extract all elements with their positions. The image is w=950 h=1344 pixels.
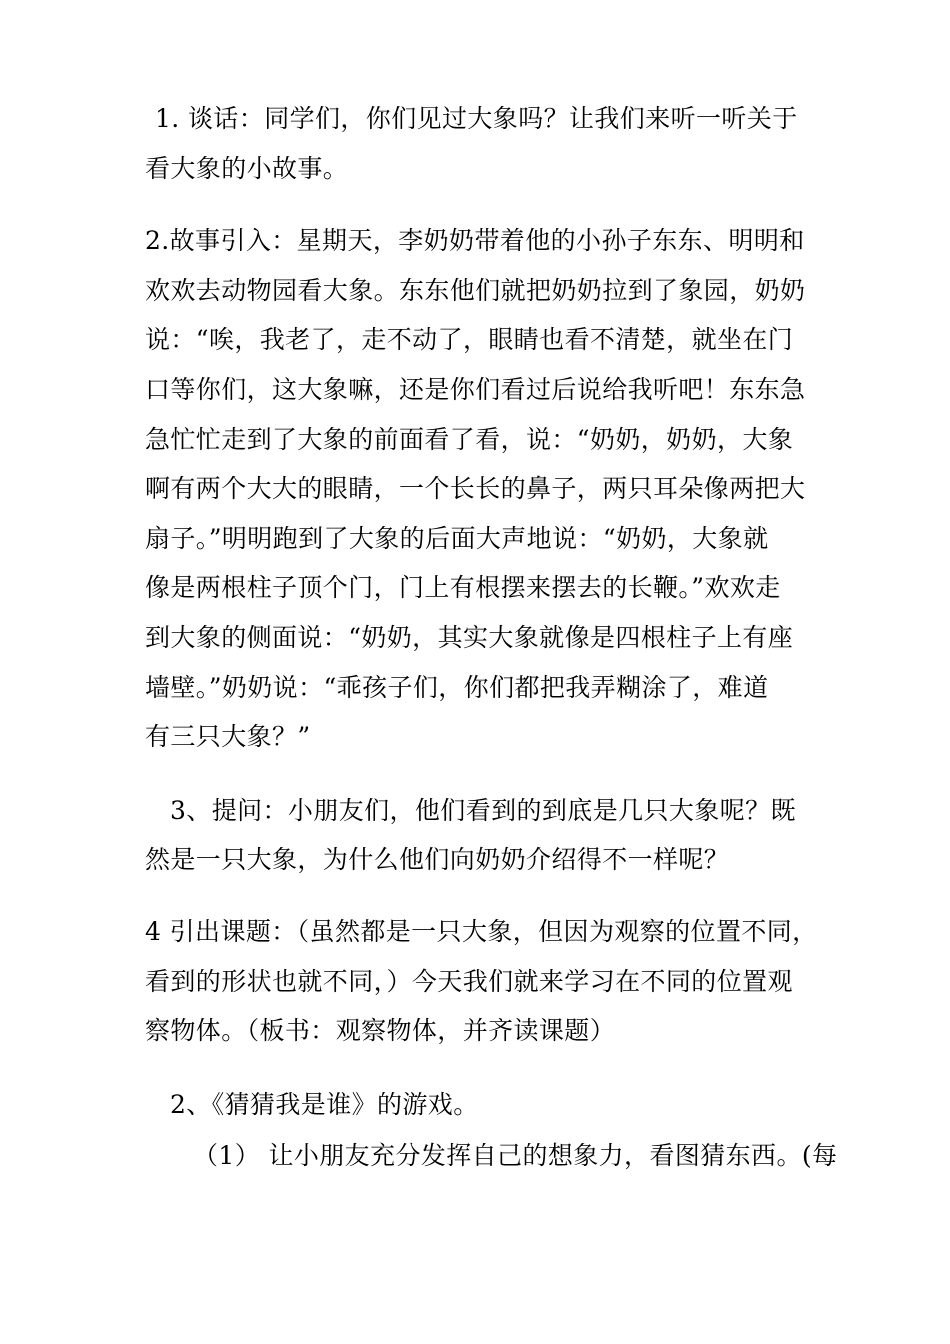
paragraph-4-line-3: 察物体。（板书：观察物体，并齐读课题） [145,1016,616,1045]
paragraph-2-line-3: 说：“唉，我老了，走不动了，眼睛也看不清楚，就坐在门 [145,325,794,354]
paragraph-5-line-1: 2、《猜猜我是谁》的游戏。 [170,1090,479,1119]
paragraph-4-line-2: 看到的形状也就不同，）今天我们就来学习在不同的位置观 [145,967,793,996]
paragraph-2-line-5: 急忙忙走到了大象的前面看了看，说：“奶奶，奶奶，大象 [145,425,794,454]
paragraph-2-line-2: 欢欢去动物园看大象。东东他们就把奶奶拉到了象园，奶奶 [145,276,806,305]
paragraph-3-line-2: 然是一只大象，为什么他们向奶奶介绍得不一样呢？ [145,845,730,874]
paragraph-6-line-1: （1） 让小朋友充分发挥自己的想象力，看图猜东西。(每 [193,1141,838,1170]
paragraph-2-line-10: 墙壁。”奶奶说：“乖孩子们，你们都把我弄糊涂了，难道 [145,673,769,702]
paragraph-2-line-7: 扇子。”明明跑到了大象的后面大声地说：“奶奶，大象就 [145,524,769,553]
paragraph-1-line-1: 1. 谈话：同学们，你们见过大象吗？让我们来听一听关于 [155,104,798,133]
paragraph-2-line-1: 2.故事引入：星期天，李奶奶带着他的小孙子东东、明明和 [145,226,805,255]
paragraph-2-line-4: 口等你们，这大象嘛，还是你们看过后说给我听吧！东东急 [145,375,806,404]
paragraph-2-line-6: 啊有两个大大的眼睛，一个长长的鼻子，两只耳朵像两把大 [145,474,806,503]
paragraph-3-line-1: 3、提问：小朋友们，他们看到的到底是几只大象呢？既 [170,796,796,825]
paragraph-1-line-2: 看大象的小故事。 [145,154,349,183]
paragraph-4-line-1: 4 引出课题：（虽然都是一只大象，但因为观察的位置不同， [145,917,818,946]
paragraph-2-line-9: 到大象的侧面说：“奶奶，其实大象就像是四根柱子上有座 [145,623,794,652]
paragraph-2-line-8: 像是两根柱子顶个门，门上有根摆来摆去的长鞭。”欢欢走 [145,573,781,602]
paragraph-2-line-11: 有三只大象？” [145,722,311,751]
